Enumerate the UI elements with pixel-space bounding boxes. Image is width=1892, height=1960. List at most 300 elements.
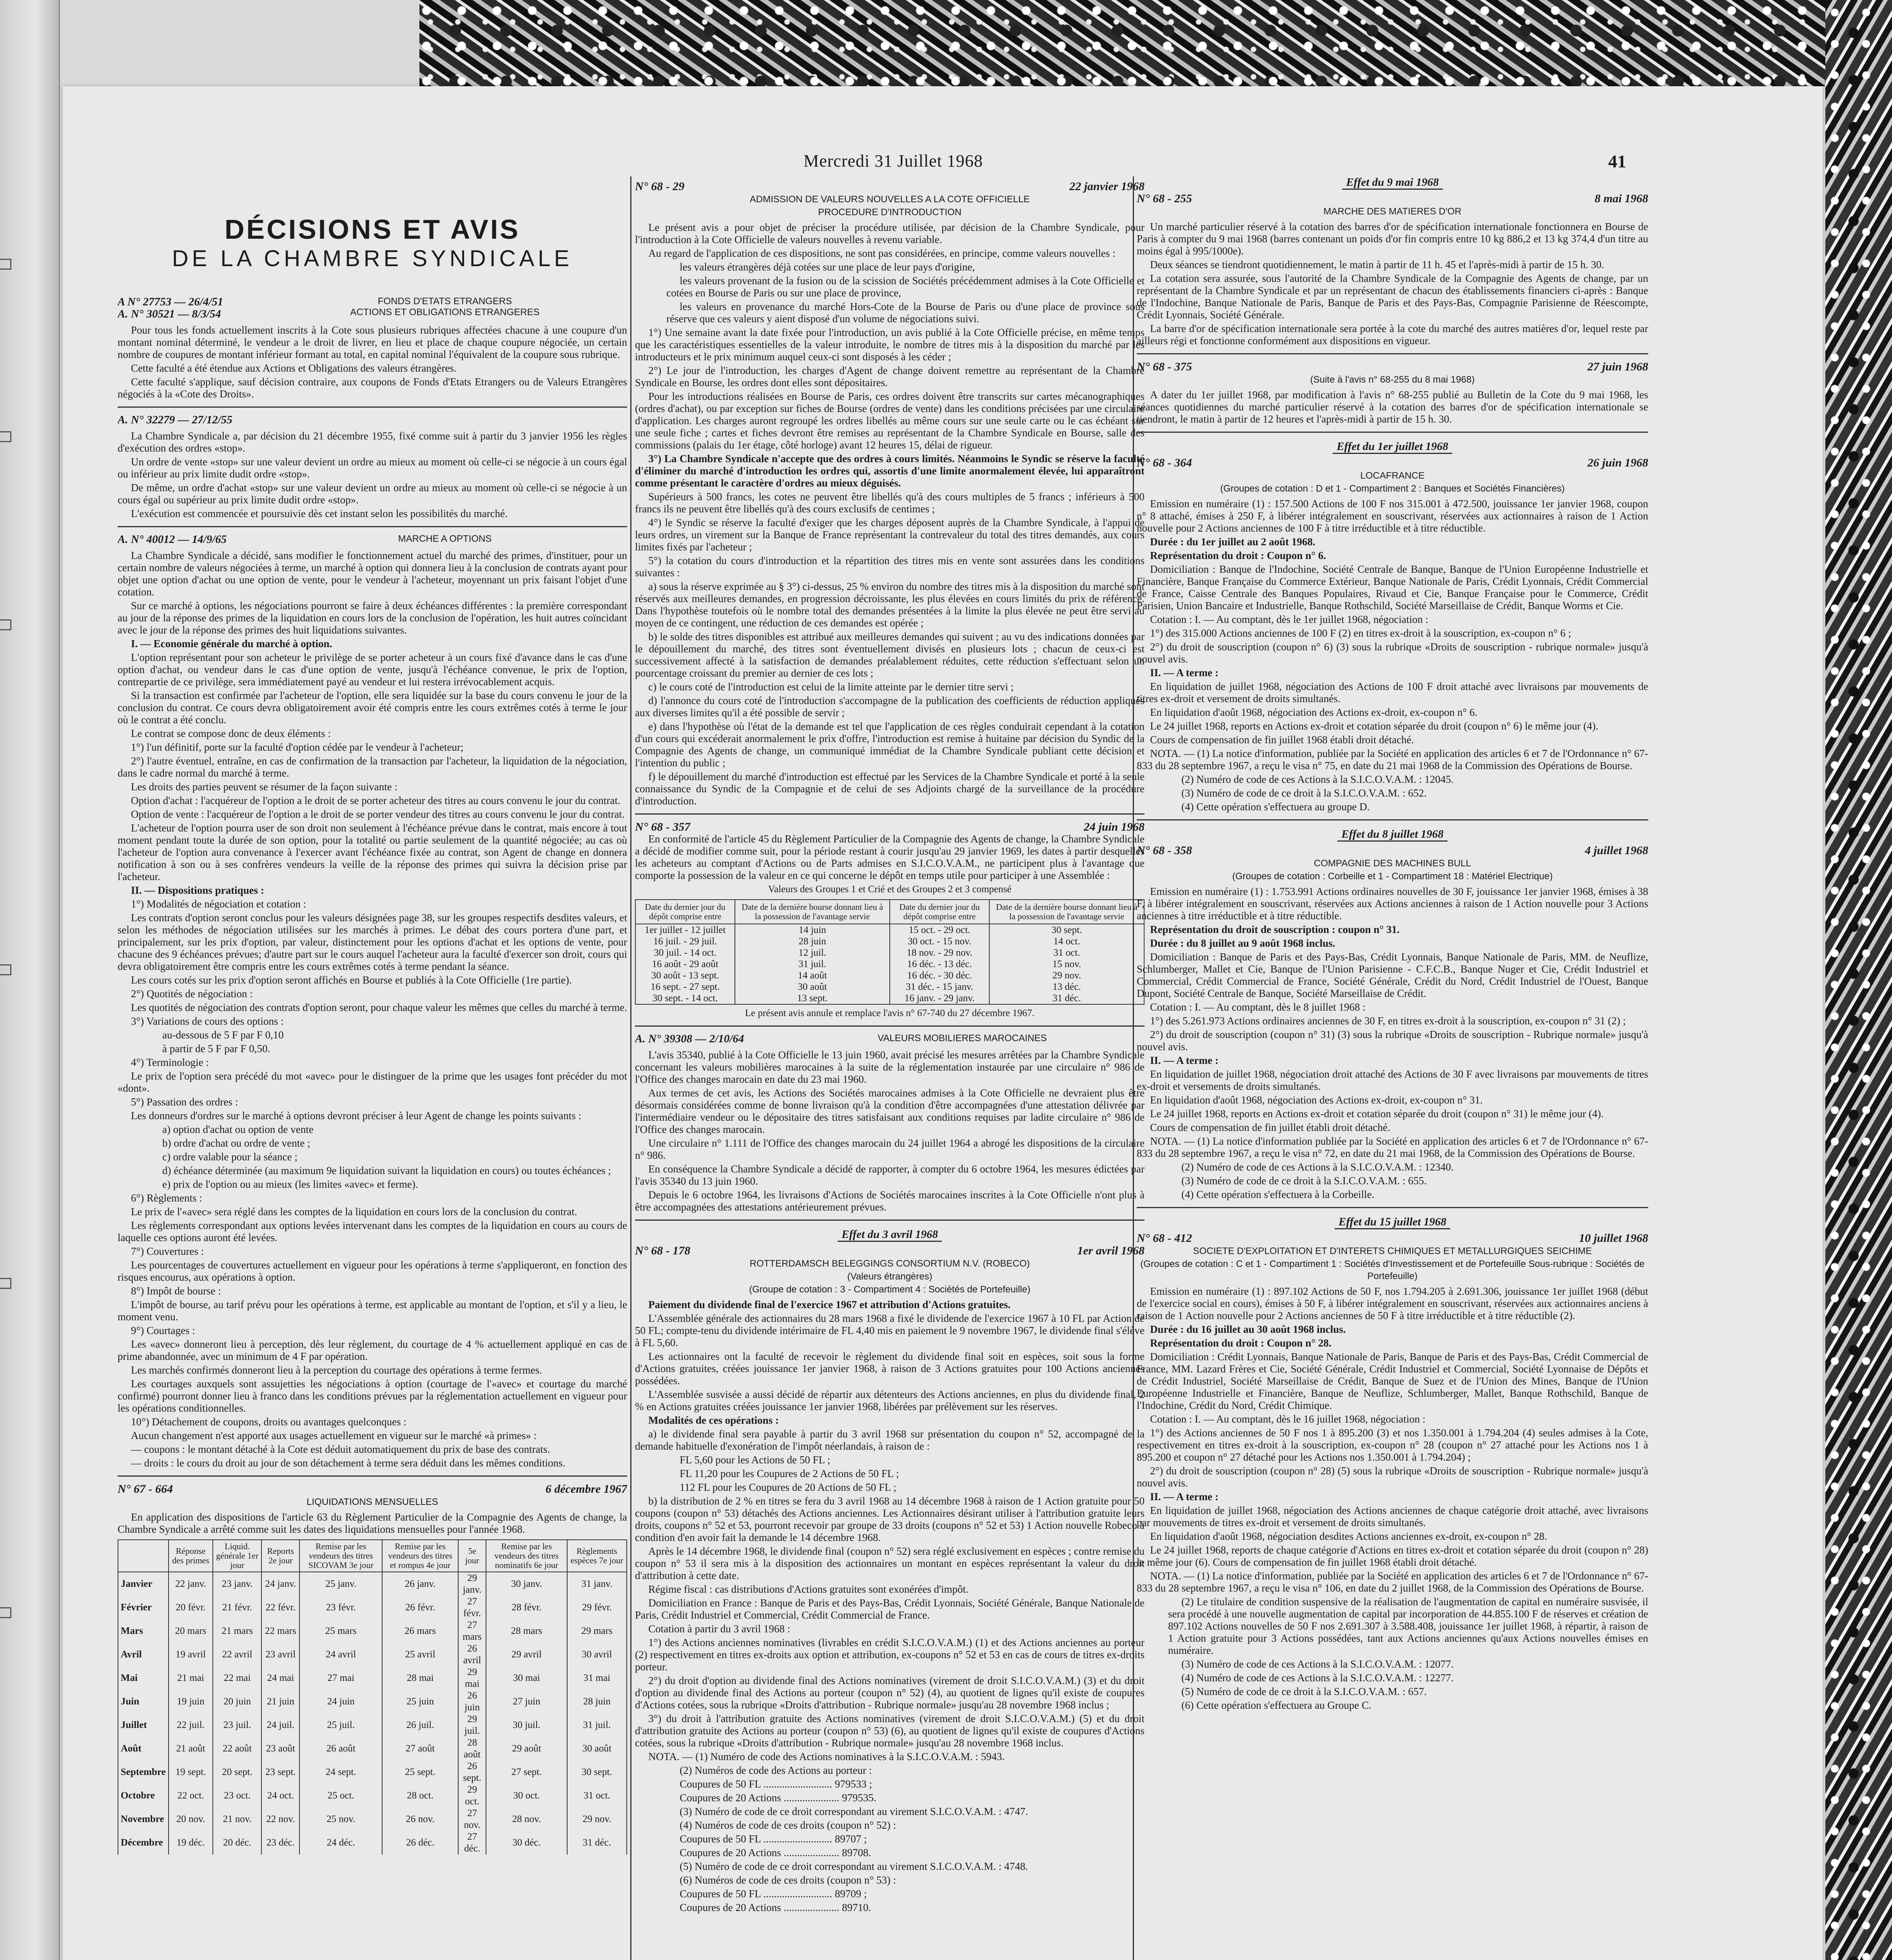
- date-cell: 30 mai: [486, 1666, 567, 1690]
- date-cell: 28 mai: [382, 1666, 458, 1690]
- effective-date: [1137, 176, 1648, 189]
- paragraph: 5°) Passation des ordres :: [131, 1096, 238, 1108]
- month-cell: Mars: [118, 1619, 169, 1643]
- column-header: Date du dernier jour du dépôt comprise entre: [635, 900, 735, 924]
- table-row: [635, 924, 1144, 936]
- notice-subtitle: PROCEDURE D'INTRODUCTION: [818, 207, 961, 218]
- table-cell: 13 déc.: [989, 981, 1144, 993]
- paragraph: Depuis le 6 octobre 1964, les livraisons d'Actions de Sociétés marocaines inscrites à la Cote Officielle n'ont plus à être accompagnées des attestations antérieurement prévues.: [635, 1189, 1145, 1213]
- date-cell: 23 janv.: [213, 1572, 261, 1596]
- notice-number: N° 68 - 364: [1137, 456, 1192, 469]
- paragraph: Cette faculté s'applique, sauf décision contraire, aux coupons de Fonds d'Etats Etrangers ou de Valeurs Etrangères négociés à la «Cote des Droits».: [118, 376, 627, 400]
- paragraph: FL 11,20 pour les Coupures de 2 Actions de 50 FL ;: [680, 1468, 899, 1479]
- table-cell: 31 oct.: [989, 947, 1144, 958]
- paragraph: Le prix de l'«avec» sera réglé dans les comptes de la liquidation en cours lors de la conclusion du contrat.: [131, 1206, 577, 1218]
- paragraph: Option d'achat : l'acquéreur de l'option a le droit de se porter acheteur des titres au cours convenu le jour du contrat.: [131, 795, 620, 806]
- table-cell: 15 oct. - 29 oct.: [890, 924, 989, 936]
- paragraph: Les donneurs d'ordres sur le marché à options devront préciser à leur Agent de change les points suivants :: [131, 1110, 582, 1122]
- paragraph: e) dans l'hypothèse où l'état de la demande est tel que l'application de ces règles conduirait cependant à la cotation d'un cours qui excéderait anormalement le prix d'offre, l'introduction est remise à huitaine par décision du Syndic de la Compagnie des Agents de change, un communiqué immédiat de la Chambre Syndicale publiant cette décision et l'intention du public ;: [635, 720, 1145, 769]
- page-date: Mercredi 31 Juillet 1968: [804, 151, 983, 171]
- paragraph: Deux séances se tiendront quotidiennement, le matin à partir de 11 h. 45 et l'après-midi à partir de 15 h. 30.: [1150, 259, 1604, 270]
- table-row: [635, 958, 1144, 970]
- date-cell: 26 juin: [458, 1690, 486, 1713]
- date-cell: 24 juil.: [261, 1713, 299, 1737]
- date-cell: 25 mars: [299, 1619, 382, 1643]
- paragraph: Domiciliation en France : Banque de Paris et des Pays-Bas, Crédit Lyonnais, Société Générale, Banque Nationale de Paris, Crédit Industriel et Commercial, Crédit Commercial de France.: [635, 1597, 1145, 1621]
- date-cell: 30 janv.: [486, 1572, 567, 1596]
- notice-date: 8 mai 1968: [1595, 192, 1648, 205]
- notice-number: N° 68 - 375: [1137, 360, 1192, 373]
- date-cell: 24 juin: [299, 1690, 382, 1713]
- paragraph: Représentation du droit : Coupon n° 6.: [1150, 550, 1326, 561]
- effective-date-label: Effet du 1er juillet 1968: [1333, 440, 1452, 454]
- date-cell: 21 mai: [169, 1666, 213, 1690]
- paragraph: Pour tous les fonds actuellement inscrits à la Cote sous plusieurs rubriques affectées chacune à une coupure d'un montant nominal déterminé, le vendeur a le droit de livrer, en lieu et place de chaque coupure négociée, un certain nombre de coupures de montant inférieur formant au total, en capital nominal l'équivalent de la coupure sous rubrique.: [118, 324, 627, 360]
- month-cell: Juin: [118, 1690, 169, 1713]
- paragraph: Après le 14 décembre 1968, le dividende final (coupon n° 52) sera réglé exclusivement en espèces ; contre remise du coupon n° 53 il sera mis à la disposition des actionnaires un montant en espèces représentant la valeur du droit d'attribution à cette date.: [635, 1545, 1145, 1581]
- paragraph: a) sous la réserve exprimée au § 3°) ci-dessus, 25 % environ du nombre des titres mis à la disposition du marché sont réservés aux meilleures demandes, en progression décroissante, les plus élevées en cours limités du prix de référence. Dans l'hypothèse toutefois où le nombre total des demandes présentées à la limite la plus élevée ne peut être servi au moyen de ce contingent, une réduction de ces demandes est opérée ;: [635, 581, 1145, 629]
- date-cell: 27 nov.: [458, 1808, 486, 1831]
- paragraph: Cours de compensation de fin juillet 1968 établi droit détaché.: [1150, 734, 1414, 746]
- column-3: [1137, 176, 1648, 1960]
- notice-code: A. N° 40012 — 14/9/65: [118, 533, 227, 546]
- date-cell: 25 juin: [382, 1690, 458, 1713]
- paragraph: f) le dépouillement du marché d'introduction est effectué par les Services de la Chambre Syndicale et porté à la seule connaissance du Syndic de la Compagnie et de celui de ses Adjoints chargé de la surveillance de la procédure d'introduction.: [635, 771, 1145, 807]
- column-header: Date de la dernière bourse donnant lieu à la possession de l'avantage servie: [735, 900, 890, 924]
- paragraph: (3) Numéro de code de ce droit à la S.I.C.O.V.A.M. : 652.: [1181, 787, 1427, 799]
- notice-number-line: [635, 1245, 1145, 1257]
- paragraph: Les règlements correspondant aux options levées intervenant dans les comptes de la liquidation en cours au cours de laquelle ces options auront été levées.: [118, 1220, 627, 1243]
- date-cell: 28 juin: [567, 1690, 627, 1713]
- notice-number-line: [118, 1483, 627, 1495]
- paragraph: les valeurs étrangères déjà cotées sur une place de leur pays d'origine,: [680, 261, 975, 273]
- notice-code: A. N° 32279 — 27/12/55: [118, 414, 232, 426]
- month-cell: Janvier: [118, 1572, 169, 1596]
- table-row: [635, 993, 1144, 1004]
- divider: [635, 1025, 1145, 1027]
- date-cell: 27 sept.: [486, 1760, 567, 1784]
- table-cell: 16 janv. - 29 janv.: [890, 993, 989, 1004]
- date-cell: 21 févr.: [213, 1596, 261, 1619]
- date-cell: 21 juin: [261, 1690, 299, 1713]
- notice-group: (Groupe de cotation : 3 - Compartiment 4 : Sociétés de Portefeuille): [749, 1284, 1030, 1295]
- date-cell: 23 avril: [261, 1643, 299, 1666]
- notice-group: (Groupes de cotation : D et 1 - Compartiment 2 : Banques et Sociétés Financières): [1220, 483, 1565, 494]
- notice-date: 26 juin 1968: [1587, 456, 1648, 469]
- table-row: [118, 1690, 627, 1713]
- paragraph: — coupons : le montant détaché à la Cote est déduit automatiquement du prix de base des contrats.: [131, 1443, 550, 1455]
- table-cell: 16 juil. - 29 juil.: [635, 936, 735, 947]
- notice-header: [118, 296, 627, 320]
- notice-date: 4 juillet 1968: [1585, 844, 1648, 857]
- column-header: Date du dernier jour du dépôt comprise entre: [890, 900, 989, 924]
- paragraph: L'Assemblée générale des actionnaires du 28 mars 1968 a fixé le dividende de l'exercice 1967 à 10 FL par Action de 50 FL; compte-tenu du dividende intérimaire de FL 4,40 mis en paiement le 9 novembre 1967, le dividende final s'élève à FL 5,60.: [635, 1312, 1145, 1348]
- table-cell: 30 sept. - 14 oct.: [635, 993, 735, 1004]
- paragraph: b) le solde des titres disponibles est attribué aux meilleures demandes qui suivent ; au vu des indications données par le dépouillement du marché, des titres sont éventuellement divisés en plusieurs lots ; chacun de ceux-ci est successivement affecté à la satisfaction de demandes préalablement réduites, cette réduction s'effectuant selon un pourcentage croissant du premier au dernier de ces lots ;: [635, 631, 1145, 679]
- notice-header: [635, 1033, 1145, 1045]
- date-cell: 21 nov.: [213, 1808, 261, 1831]
- notice-number-line: [635, 180, 1145, 192]
- notice-date: 24 juin 1968: [1083, 820, 1145, 833]
- paragraph: Cotation : I. — Au comptant, dès le 1er juillet 1968, négociation :: [1150, 613, 1429, 625]
- paragraph: (4) Cette opération s'effectuera au groupe D.: [1181, 801, 1370, 813]
- date-cell: 20 févr.: [169, 1596, 213, 1619]
- paragraph: Domiciliation : Crédit Lyonnais, Banque Nationale de Paris, Banque de Paris et des Pays-Bas, Crédit Commercial de France, MM. Lazard Frères et Cie, Société Générale, Crédit Industriel et Commercial, Société Lyonnaise de Dépôts et de Crédit Industriel, Société Marseillaise de Crédit, Banque de Suez et de l'Union des Mines, Banque de l'Union Européenne Industrielle et Financière, Banque de Neuflize, Schlumberger, Mallet, Banque Rothschild, Banque de l'Indochine, Crédit du Nord, Crédit Chimique.: [1137, 1351, 1648, 1411]
- paragraph: (2) Numéro de code de ces Actions à la S.I.C.O.V.A.M. : 12045.: [1181, 773, 1454, 785]
- effective-date-label: Effet du 15 juillet 1968: [1335, 1216, 1450, 1229]
- paragraph: 1°) des 315.000 Actions anciennes de 100 F (2) en titres ex-droit à la souscription, ex-coupon n° 6 ;: [1150, 627, 1571, 639]
- paragraph: (5) Numéro de code de ce droit correspondant au virement S.I.C.O.V.A.M. : 4748.: [680, 1860, 1028, 1872]
- paragraph: FL 5,60 pour les Actions de 50 FL ;: [680, 1454, 831, 1466]
- paragraph: Cotation à partir du 3 avril 1968 :: [648, 1623, 791, 1635]
- paragraph: (3) Numéro de code de ces Actions à la S.I.C.O.V.A.M. : 12077.: [1181, 1658, 1454, 1670]
- paragraph: — droits : le cours du droit au jour de son détachement à terme sera déduit dans les mêmes conditions.: [131, 1457, 566, 1469]
- notice-subtitle: (Suite à l'avis n° 68-255 du 8 mai 1968): [1310, 374, 1475, 385]
- paragraph: 5°) la cotation du cours d'introduction et la répartition des titres mis en vente sont assurées dans les conditions suivantes :: [635, 555, 1145, 579]
- date-cell: 29 nov.: [567, 1808, 627, 1831]
- paragraph: Le prix de l'option sera précédé du mot «avec» pour le distinguer de la prime que les usages font précéder du mot «dont».: [118, 1070, 627, 1094]
- date-cell: 29 janv.: [458, 1572, 486, 1596]
- date-cell: 30 juil.: [486, 1713, 567, 1737]
- column-1: [118, 176, 627, 1960]
- date-cell: 25 janv.: [299, 1572, 382, 1596]
- paragraph: A dater du 1er juillet 1968, par modification à l'avis n° 68-255 publié au Bulletin de la Cote du 9 mai 1968, les séances quotidiennes du marché particulier réservé à la cotation des barres d'or de spécification internationale se tiendront, le matin à partir de 12 heures et l'après-midi à partir de 15 h. 30.: [1137, 389, 1648, 425]
- liquidations-table: [118, 1539, 627, 1855]
- effective-date-label: Effet du 9 mai 1968: [1342, 176, 1442, 190]
- date-cell: 20 sept.: [213, 1760, 261, 1784]
- paragraph: Aucun changement n'est apporté aux usages actuellement en vigueur sur le marché «à primes» :: [131, 1430, 537, 1441]
- divider: [635, 1220, 1145, 1221]
- date-cell: 22 oct.: [169, 1784, 213, 1808]
- effective-date-label: Effet du 3 avril 1968: [838, 1228, 942, 1242]
- previous-page-edge: [0, 0, 60, 1960]
- paragraph: b) ordre d'achat ou ordre de vente ;: [162, 1137, 310, 1149]
- date-cell: 20 nov.: [169, 1808, 213, 1831]
- table-cell: 30 sept.: [989, 924, 1144, 936]
- date-cell: 22 juil.: [169, 1713, 213, 1737]
- table-row: [635, 947, 1144, 958]
- paragraph: (3) Numéro de code de ce droit correspondant au virement S.I.C.O.V.A.M. : 4747.: [680, 1806, 1028, 1817]
- paragraph: (6) Numéros de code de ces droits (coupon n° 53) :: [680, 1874, 896, 1886]
- notice-number: N° 68 - 255: [1137, 192, 1192, 205]
- date-cell: 26 déc.: [382, 1831, 458, 1855]
- date-cell: 31 janv.: [567, 1572, 627, 1596]
- page-number: 41: [1608, 151, 1626, 171]
- date-cell: 28 août: [458, 1737, 486, 1760]
- date-cell: 27 févr.: [458, 1596, 486, 1619]
- month-cell: Février: [118, 1596, 169, 1619]
- paragraph: 1°) des 5.261.973 Actions ordinaires anciennes de 30 F, en titres ex-droit à la souscription, ex-coupon n° 31 (2) ;: [1150, 1015, 1626, 1027]
- column-header: Remise par les vendeurs des titres nominatifs 6e jour: [486, 1540, 567, 1572]
- paragraph: NOTA. — (1) La notice d'information publiée par la Société en application des articles 6 et 7 de l'Ordonnance n° 67-833 du 28 septembre 1967, a reçu le visa n° 72, en date du 21 mai 1968, de la Commission des Opérations de Bourse.: [1137, 1135, 1648, 1159]
- paragraph: L'avis 35340, publié à la Cote Officielle le 13 juin 1960, avait précisé les mesures arrêtées par la Chambre Syndicale concernant les valeurs mobilières marocaines à la suite de la réglementation instaurée par une circulaire n° 986 de l'Office des changes marocain en date du 23 mai 1960.: [635, 1049, 1145, 1085]
- table-row: [118, 1713, 627, 1737]
- column-header: Remise par les vendeurs des titres et rompus 4e jour: [382, 1540, 458, 1572]
- table-footnote: Le présent avis annule et remplace l'avis n° 67-740 du 27 décembre 1967.: [635, 1004, 1145, 1019]
- notice-header: [118, 534, 627, 546]
- paragraph: NOTA. — (1) Numéro de code des Actions nominatives à la S.I.C.O.V.A.M. : 5943.: [648, 1751, 1005, 1762]
- paragraph: (6) Cette opération s'effectuera au Groupe C.: [1181, 1699, 1371, 1711]
- paragraph: De même, un ordre d'achat «stop» sur une valeur devient un ordre au mieux au moment où celle-ci se négocie à un cours égal ou supérieur au prix limite dudit ordre «stop».: [118, 482, 627, 506]
- date-cell: 27 mars: [458, 1619, 486, 1643]
- table-row: [635, 936, 1144, 947]
- paragraph: 4°) le Syndic se réserve la faculté d'exiger que les charges déposent auprès de la Chambre Syndicale, à l'appui de leurs ordres, un virement sur la Banque de France représentant la contrevaleur du total des titres demandés, aux cours limites fixés par l'acheteur ;: [635, 517, 1145, 553]
- date-cell: 31 oct.: [567, 1784, 627, 1808]
- section-heading: II. — Dispositions pratiques :: [131, 884, 264, 896]
- paragraph: Les «avec» donneront lieu à perception, dès leur règlement, du courtage de 4 % actuellement appliqué en cas de prime abandonnée, avec un minimum de 4 F par opération.: [118, 1338, 627, 1362]
- paragraph: Une circulaire n° 1.111 de l'Office des changes marocain du 24 juillet 1964 a abrogé les dispositions de la circulaire n° 986.: [635, 1137, 1145, 1161]
- notice-group: (Groupes de cotation : C et 1 - Compartiment 1 : Sociétés d'Investissement et de Portefeuille Sous-rubrique : Sociétés de Portefeuille): [1140, 1259, 1645, 1281]
- notice-number: N° 67 - 664: [118, 1483, 173, 1495]
- paragraph: Cours de compensation de fin juillet établi droit détaché.: [1150, 1122, 1390, 1133]
- table-cell: 16 déc. - 13 déc.: [890, 958, 989, 970]
- main-subtitle: DE LA CHAMBRE SYNDICALE: [172, 246, 573, 271]
- table-row: [118, 1596, 627, 1619]
- paragraph: En liquidation d'août 1968, négociation des Actions ex-droit, ex-coupon n° 31.: [1150, 1094, 1483, 1106]
- date-cell: 29 mai: [458, 1666, 486, 1690]
- notice-number-line: [635, 821, 1145, 833]
- paragraph: d) l'annonce du cours coté de l'introduction s'accompagne de la publication des coefficients de réduction appliqués aux diverses limites qu'il a été possible de servir ;: [635, 695, 1145, 719]
- date-cell: 25 sept.: [382, 1760, 458, 1784]
- notice-title: VALEURS MOBILIERES MAROCAINES: [878, 1033, 1047, 1044]
- month-cell: Septembre: [118, 1760, 169, 1784]
- paragraph: En application des dispositions de l'article 63 du Règlement Particulier de la Compagnie des Agents de change, la Chambre Syndicale a arrêté comme suit les dates des liquidations mensuelles pour l'année 1968.: [118, 1511, 627, 1535]
- month-cell: Juillet: [118, 1713, 169, 1737]
- paragraph: NOTA. — (1) La notice d'information, publiée par la Société en application des articles 6 et 7 de l'Ordonnance n° 67-833 du 28 septembre 1967, a reçu le visa n° 106, en date du 2 juillet 1968, de la Commission des Opérations de Bourse.: [1137, 1570, 1648, 1594]
- notice-subtitle: (Valeurs étrangères): [847, 1271, 932, 1282]
- table-row: [635, 970, 1144, 981]
- paragraph: Coupures de 20 Actions ..................... 89708.: [680, 1847, 871, 1858]
- paragraph: au-dessous de 5 F par F 0,10: [162, 1029, 284, 1041]
- paragraph: Les contrats d'option seront conclus pour les valeurs désignées page 38, sur les groupes respectifs desdites valeurs, et selon les méthodes de négociation utilisées sur les marchés à primes. Le débat des cours portera d'une part, et principalement, sur les prix d'option, par valeur, distinctement pour les options d'achat et les options de vente, pour chacune des 9 échéances prévues; d'autre part sur le cours auquel l'acheteur aura la faculté d'exercer son droit, cours qui devra obligatoirement être compris entre les cours extrêmes cotés à terme pendant la séance.: [118, 912, 627, 972]
- date-cell: 23 déc.: [261, 1831, 299, 1855]
- paragraph: 3°) La Chambre Syndicale n'accepte que des ordres à cours limités. Néanmoins le Syndic se réserve la faculté d'éliminer du marché d'introduction les ordres qui, assortis d'une limite anormalement élevée, lui apparaîtront comme présentant le caractère d'ordres au mieux déguisés.: [635, 453, 1145, 489]
- paragraph: d) échéance déterminée (au maximum 9e liquidation suivant la liquidation en cours) ou toutes échéances ;: [162, 1165, 611, 1176]
- paragraph: Coupures de 50 FL .......................... 89709 ;: [680, 1888, 867, 1900]
- date-cell: 20 mars: [169, 1619, 213, 1643]
- notice-date: 27 juin 1968: [1587, 360, 1648, 373]
- date-cell: 26 avril: [458, 1643, 486, 1666]
- table-cell: 1er juillet - 12 juillet: [635, 924, 735, 936]
- paragraph: 2°) du droit d'option au dividende final des Actions nominatives (virement de droit S.I.C.O.V.A.M.) (3) et du droit d'option au dividende final des Actions au porteur (coupon n° 52) (4), au quotient de lignes qu'il existe de coupures d'Actions cotées, sous la rubrique «Droits d'attribution - Rubrique normale» jusqu'au 28 novembre 1968 inclus ;: [635, 1675, 1145, 1711]
- date-cell: 23 juil.: [213, 1713, 261, 1737]
- effective-date-label: Effet du 8 juillet 1968: [1337, 828, 1447, 842]
- marbled-binding-top: [419, 0, 1892, 86]
- table-cell: 14 août: [735, 970, 890, 981]
- main-title: DÉCISIONS ET AVIS: [225, 214, 520, 245]
- date-cell: 23 févr.: [299, 1596, 382, 1619]
- paragraph: En liquidation de juillet 1968, négociation droit attaché des Actions de 30 F avec livraisons par mouvements de titres ex-droit et versements de droits simultanés.: [1137, 1068, 1648, 1092]
- date-cell: 26 sept.: [458, 1760, 486, 1784]
- notice-code: A. N° 39308 — 2/10/64: [635, 1033, 744, 1045]
- notice-number-line: [1137, 457, 1648, 469]
- notice-title: ROTTERDAMSCH BELEGGINGS CONSORTIUM N.V. (ROBECO): [749, 1258, 1030, 1269]
- notice-title: COMPAGNIE DES MACHINES BULL: [1314, 858, 1471, 869]
- paragraph: 2°) l'autre éventuel, entraîne, en cas de confirmation de la transaction par l'acheteur, la liquidation de la négociation, dans le cadre normal du marché à terme.: [118, 755, 627, 779]
- column-header: 5e jour: [458, 1540, 486, 1572]
- paragraph: L'exécution est commencée et poursuivie dès cet instant selon les possibilités du marché.: [131, 508, 508, 519]
- paragraph: (4) Numéros de code de ces droits (coupon n° 52) :: [680, 1819, 896, 1831]
- date-cell: 29 août: [486, 1737, 567, 1760]
- date-cell: 23 sept.: [261, 1760, 299, 1784]
- date-cell: 22 févr.: [261, 1596, 299, 1619]
- date-cell: 24 oct.: [261, 1784, 299, 1808]
- notice-number-line: [1137, 361, 1648, 373]
- paragraph: Le 24 juillet 1968, reports de chaque catégorie d'Actions en titres ex-droit et cotation séparée du droit (coupon n° 28) le même jour (6). Cours de compensation de fin juillet 1968 établi droit détaché.: [1137, 1544, 1648, 1568]
- paragraph: Coupures de 50 FL .......................... 89707 ;: [680, 1833, 867, 1845]
- notice-number: N° 68 - 358: [1137, 844, 1192, 857]
- paragraph: 1°) l'un définitif, porte sur la faculté d'option cédée par le vendeur à l'acheteur;: [131, 741, 464, 753]
- date-cell: 22 nov.: [261, 1808, 299, 1831]
- paragraph: L'impôt de bourse, au tarif prévu pour les opérations à terme, est applicable au montant de l'option, et s'il y a lieu, le moment venu.: [118, 1299, 627, 1323]
- date-cell: 30 sept.: [567, 1760, 627, 1784]
- table-cell: 16 déc. - 30 déc.: [890, 970, 989, 981]
- notice-group: (Groupes de cotation : Corbeille et 1 - Compartiment 18 : Matériel Electrique): [1232, 871, 1553, 882]
- paragraph: Le présent avis a pour objet de préciser la procédure utilisée, par décision de la Chambre Syndicale, pour l'introduction à la Cote Officielle de valeurs nouvelles à revenu variable.: [635, 221, 1145, 245]
- date-cell: 29 oct.: [458, 1784, 486, 1808]
- paragraph: Représentation du droit de souscription : coupon n° 31.: [1150, 924, 1400, 935]
- paragraph: Durée : du 8 juillet au 9 août 1968 inclus.: [1150, 937, 1335, 949]
- table-row: [118, 1808, 627, 1831]
- date-cell: 28 nov.: [486, 1808, 567, 1831]
- notice-header: [118, 414, 627, 426]
- paragraph: Aux termes de cet avis, les Actions des Sociétés marocaines admises à la Cote Officielle ne devraient plus être désormais considérées comme de bonne livraison qu'à la condition d'être accompagnées d'une attestation délivrée par l'intermédiaire vendeur ou le dépositaire des titres satisfaisant aux conditions requises par ladite circulaire n° 986 de l'Office des changes marocain.: [635, 1087, 1145, 1135]
- table-cell: 30 août - 13 sept.: [635, 970, 735, 981]
- table-cell: 30 août: [735, 981, 890, 993]
- paragraph: Durée : du 1er juillet au 2 août 1968.: [1150, 536, 1315, 548]
- paragraph: 9°) Courtages :: [131, 1325, 195, 1336]
- table-cell: 16 sept. - 27 sept.: [635, 981, 735, 993]
- notice-codes: A N° 27753 — 26/4/51 A. N° 30521 — 8/3/54: [118, 296, 223, 320]
- paragraph: Le contrat se compose donc de deux éléments :: [131, 728, 331, 739]
- paragraph: Les marchés confirmés donneront lieu à la perception du courtage des opérations à terme fermes.: [131, 1364, 542, 1376]
- paragraph: 3°) Variations de cours des options :: [131, 1015, 284, 1027]
- date-cell: 22 avril: [213, 1643, 261, 1666]
- table-cell: 14 juin: [735, 924, 890, 936]
- paragraph: (5) Numéro de code de ce droit à la S.I.C.O.V.A.M. : 657.: [1181, 1686, 1427, 1697]
- table-cell: 30 juil. - 14 oct.: [635, 947, 735, 958]
- table-cell: 30 oct. - 15 nov.: [890, 936, 989, 947]
- paragraph: En liquidation de juillet 1968, négociation des Actions de 100 F droit attaché avec livraisons par mouvements de titres ex-droit et versement de droits simultanés.: [1137, 681, 1648, 704]
- column-header: Date de la dernière bourse donnant lieu à la possession de l'avantage servie: [989, 900, 1144, 924]
- notice-date: 22 janvier 1968: [1069, 180, 1145, 193]
- date-cell: 29 févr.: [567, 1596, 627, 1619]
- notice-title: LOCAFRANCE: [1360, 470, 1425, 481]
- date-cell: 24 avril: [299, 1643, 382, 1666]
- paragraph: à partir de 5 F par F 0,50.: [162, 1043, 270, 1054]
- table-row: [118, 1572, 627, 1596]
- notice-number: N° 68 - 29: [635, 180, 685, 193]
- paragraph: En conséquence la Chambre Syndicale a décidé de rapporter, à compter du 6 octobre 1964, les mesures édictées par l'avis 35340 du 13 juin 1960.: [635, 1163, 1145, 1187]
- paragraph: La Chambre Syndicale a décidé, sans modifier le fonctionnement actuel du marché des primes, d'instituer, pour un certain nombre de valeurs négociées à terme, un marché à option qui donnera lieu à la conclusion de contrats ayant pour objet une option d'achat ou une option de vente, pour le vendeur à l'acheteur, moyennant un prix faisant l'objet d'une cotation.: [118, 550, 627, 598]
- date-cell: 30 déc.: [486, 1831, 567, 1855]
- table-cell: 31 déc.: [989, 993, 1144, 1004]
- notice-title: ADMISSION DE VALEURS NOUVELLES A LA COTE OFFICIELLE: [749, 194, 1030, 205]
- paragraph: 1°) Une semaine avant la date fixée pour l'introduction, un avis publié à la Cote Officielle précise, en même temps que les caractéristiques essentielles de la valeur introduite, le nombre de titres mis à la disposition du marché par les introducteurs et le prix minimum auquel ceux-ci sont disposés à les céder ;: [635, 327, 1145, 363]
- divider: [118, 1475, 627, 1477]
- table-cell: 12 juil.: [735, 947, 890, 958]
- table-row: [118, 1760, 627, 1784]
- table-cell: 16 août - 29 août: [635, 958, 735, 970]
- notice-number-line: [1137, 1232, 1648, 1244]
- column-2: [635, 176, 1145, 1960]
- notice-number: N° 68 - 357: [635, 820, 691, 833]
- paragraph: 2°) du droit de souscription (coupon n° 6) (3) sous la rubrique «Droits de souscription - rubrique normale» jusqu'à nouvel avis.: [1137, 641, 1648, 665]
- paragraph: NOTA. — (1) La notice d'information, publiée par la Société en application des articles 6 et 7 de l'Ordonnance n° 67-833 du 28 septembre 1967, a reçu le visa n° 75, en date du 21 mai 1968 de la Commission des Opérations de Bourse.: [1137, 748, 1648, 771]
- paragraph: Représentation du droit : Coupon n° 28.: [1150, 1337, 1331, 1349]
- date-cell: 29 mars: [567, 1619, 627, 1643]
- paragraph: L'option représentant pour son acheteur le privilège de se porter acheteur à un cours fixé d'avance dans le cas d'une option d'achat, ou vendeur dans le cas d'une option de vente, jusqu'à l'échéance convenue, le prix de l'option, contrepartie de ce privilège, sera immédiatement payé au vendeur et lui restera irrévocablement acquis.: [118, 652, 627, 688]
- date-cell: 28 mars: [486, 1619, 567, 1643]
- paragraph: 112 FL pour les Coupures de 20 Actions de 50 FL ;: [680, 1481, 896, 1493]
- column-header: Réponse des primes: [169, 1540, 213, 1572]
- paragraph: Coupures de 50 FL .......................... 979533 ;: [680, 1778, 872, 1790]
- paragraph: L'acheteur de l'option pourra user de son droit non seulement à l'échéance prévue dans le contrat, mais encore à tout moment pendant toute la durée de son option, pour la totalité ou partie seulement de la quantité négociée; au cas où l'acheteur de l'option aura convenance à l'exercer avant l'échéance fixée au contrat, son Agent de change en donnera notification à son ou à ses confrères vendeurs la veille de la réponse des primes qui suivra la décision prise par l'acheteur.: [118, 822, 627, 882]
- month-cell: Août: [118, 1737, 169, 1760]
- paragraph: Sur ce marché à options, les négociations pourront se faire à deux échéances différentes : la première correspondant au jour de la réponse des primes de la liquidation en cours lors de la conclusion de l'opération, les huit autres coïncidant avec le jour de la réponse des primes des huit liquidations suivantes.: [118, 600, 627, 636]
- paragraph: (4) Numéro de code de ces Actions à la S.I.C.O.V.A.M. : 12277.: [1181, 1672, 1454, 1684]
- date-cell: 30 oct.: [486, 1784, 567, 1808]
- month-cell: Décembre: [118, 1831, 169, 1855]
- marbled-binding-right: [1825, 0, 1892, 1960]
- notice-number-line: [1137, 844, 1648, 857]
- divider: [118, 407, 627, 408]
- date-cell: 25 oct.: [299, 1784, 382, 1808]
- paragraph: Modalités de ces opérations :: [648, 1414, 779, 1426]
- paragraph: Si la transaction est confirmée par l'acheteur de l'option, elle sera liquidée sur la base du cours convenu le jour de la conclusion du contrat. Ce cours devra obligatoirement avoir été compris entre les cours extrêmes cotés à terme le jour où le contrat a été conclu.: [118, 690, 627, 726]
- divider: [1137, 819, 1648, 820]
- paragraph: Domiciliation : Banque de Paris et des Pays-Bas, Crédit Lyonnais, Banque Nationale de Paris, MM. de Neuflize, Schlumberger, Mallet et Cie, Banque de l'Union Parisienne - C.F.C.B., Banque Nuger et Cie, Crédit Industriel et Commercial, Crédit Commercial de France, Société Générale, Crédit du Nord, Crédit Industriel de l'Ouest, Banque Dupont, Société Centrale de Banque, Société Marseillaise de Crédit.: [1137, 951, 1648, 999]
- paragraph: c) ordre valable pour la séance ;: [162, 1151, 297, 1163]
- paragraph: Coupures de 20 Actions ..................... 89710.: [680, 1902, 871, 1913]
- notice-title: FONDS D'ETATS ETRANGERS ACTIONS ET OBLIGATIONS ETRANGERES: [350, 296, 540, 318]
- table-cell: 13 sept.: [735, 993, 890, 1004]
- divider: [635, 813, 1145, 815]
- paragraph: Emission en numéraire (1) : 157.500 Actions de 100 F nos 315.001 à 472.500, jouissance 1er janvier 1968, coupon n° 8 attaché, émises à 250 F, à libérer intégralement en souscrivant, réservées aux actionnaires à raison de 1 Action nouvelle pour 2 Actions anciennes de 100 F à titre irréductible et à titre réductible.: [1137, 498, 1648, 534]
- notice-number: N° 68 - 178: [635, 1244, 691, 1257]
- table-cell: 31 juil.: [735, 958, 890, 970]
- paragraph: Le 24 juillet 1968, reports en Actions ex-droit et cotation séparée du droit (coupon n° 6) le même jour (4).: [1150, 720, 1598, 732]
- paragraph: Les droits des parties peuvent se résumer de la façon suivante :: [131, 781, 398, 793]
- date-cell: 24 janv.: [261, 1572, 299, 1596]
- paragraph: II. — A terme :: [1150, 1054, 1219, 1066]
- date-cell: 27 août: [382, 1737, 458, 1760]
- date-cell: 29 avril: [486, 1643, 567, 1666]
- date-cell: 27 déc.: [458, 1831, 486, 1855]
- date-cell: 22 mai: [213, 1666, 261, 1690]
- date-cell: 21 mars: [213, 1619, 261, 1643]
- table-row: [635, 981, 1144, 993]
- table-cell: 31 déc. - 15 janv.: [890, 981, 989, 993]
- table-cell: 28 juin: [735, 936, 890, 947]
- paragraph: Cette faculté a été étendue aux Actions et Obligations des valeurs étrangères.: [131, 362, 457, 374]
- date-cell: 26 mars: [382, 1619, 458, 1643]
- month-cell: Octobre: [118, 1784, 169, 1808]
- paragraph: e) prix de l'option ou au mieux (les limites «avec» et ferme).: [162, 1178, 418, 1190]
- date-cell: 19 avril: [169, 1643, 213, 1666]
- paragraph: La barre d'or de spécification internationale sera portée à la cote du marché des autres matières d'or, lequel reste par ailleurs régi et fonctionne conformément aux dispositions en vigueur.: [1137, 323, 1648, 347]
- paragraph: a) le dividende final sera payable à partir du 3 avril 1968 sur présentation du coupon n° 52, accompagné de la demande habituelle d'exonération de l'impôt néerlandais, à raison de :: [635, 1428, 1145, 1452]
- column-header: Liquid. générale 1er jour: [213, 1540, 261, 1572]
- divider: [1137, 353, 1648, 354]
- paragraph: Les cours cotés sur les prix d'option seront affichés en Bourse et publiés à la Cote Officielle (1re partie).: [131, 974, 572, 986]
- paragraph: II. — A terme :: [1150, 667, 1219, 679]
- paragraph: Les actionnaires ont la faculté de recevoir le règlement du dividende final soit en espèces, soit sous la forme d'Actions gratuites, créées jouissance 1er janvier 1968, à raison de 3 Actions gratuites pour 100 Actions anciennes possédées.: [635, 1350, 1145, 1387]
- paragraph: (4) Cette opération s'effectuera à la Corbeille.: [1181, 1189, 1375, 1200]
- effective-date: [1137, 828, 1648, 840]
- date-cell: 31 mai: [567, 1666, 627, 1690]
- paragraph: 3°) du droit à l'attribution gratuite des Actions nominatives (virement de droit S.I.C.O.V.A.M.) (5) et du droit d'attribution gratuite des Actions au porteur (coupon n° 53) (6), au quotient de lignes qu'il existe de coupures d'Actions cotées, sous la rubrique «Droits d'attribution - Rubrique normale» jusqu'au 28 novembre 1968 inclus.: [635, 1713, 1145, 1749]
